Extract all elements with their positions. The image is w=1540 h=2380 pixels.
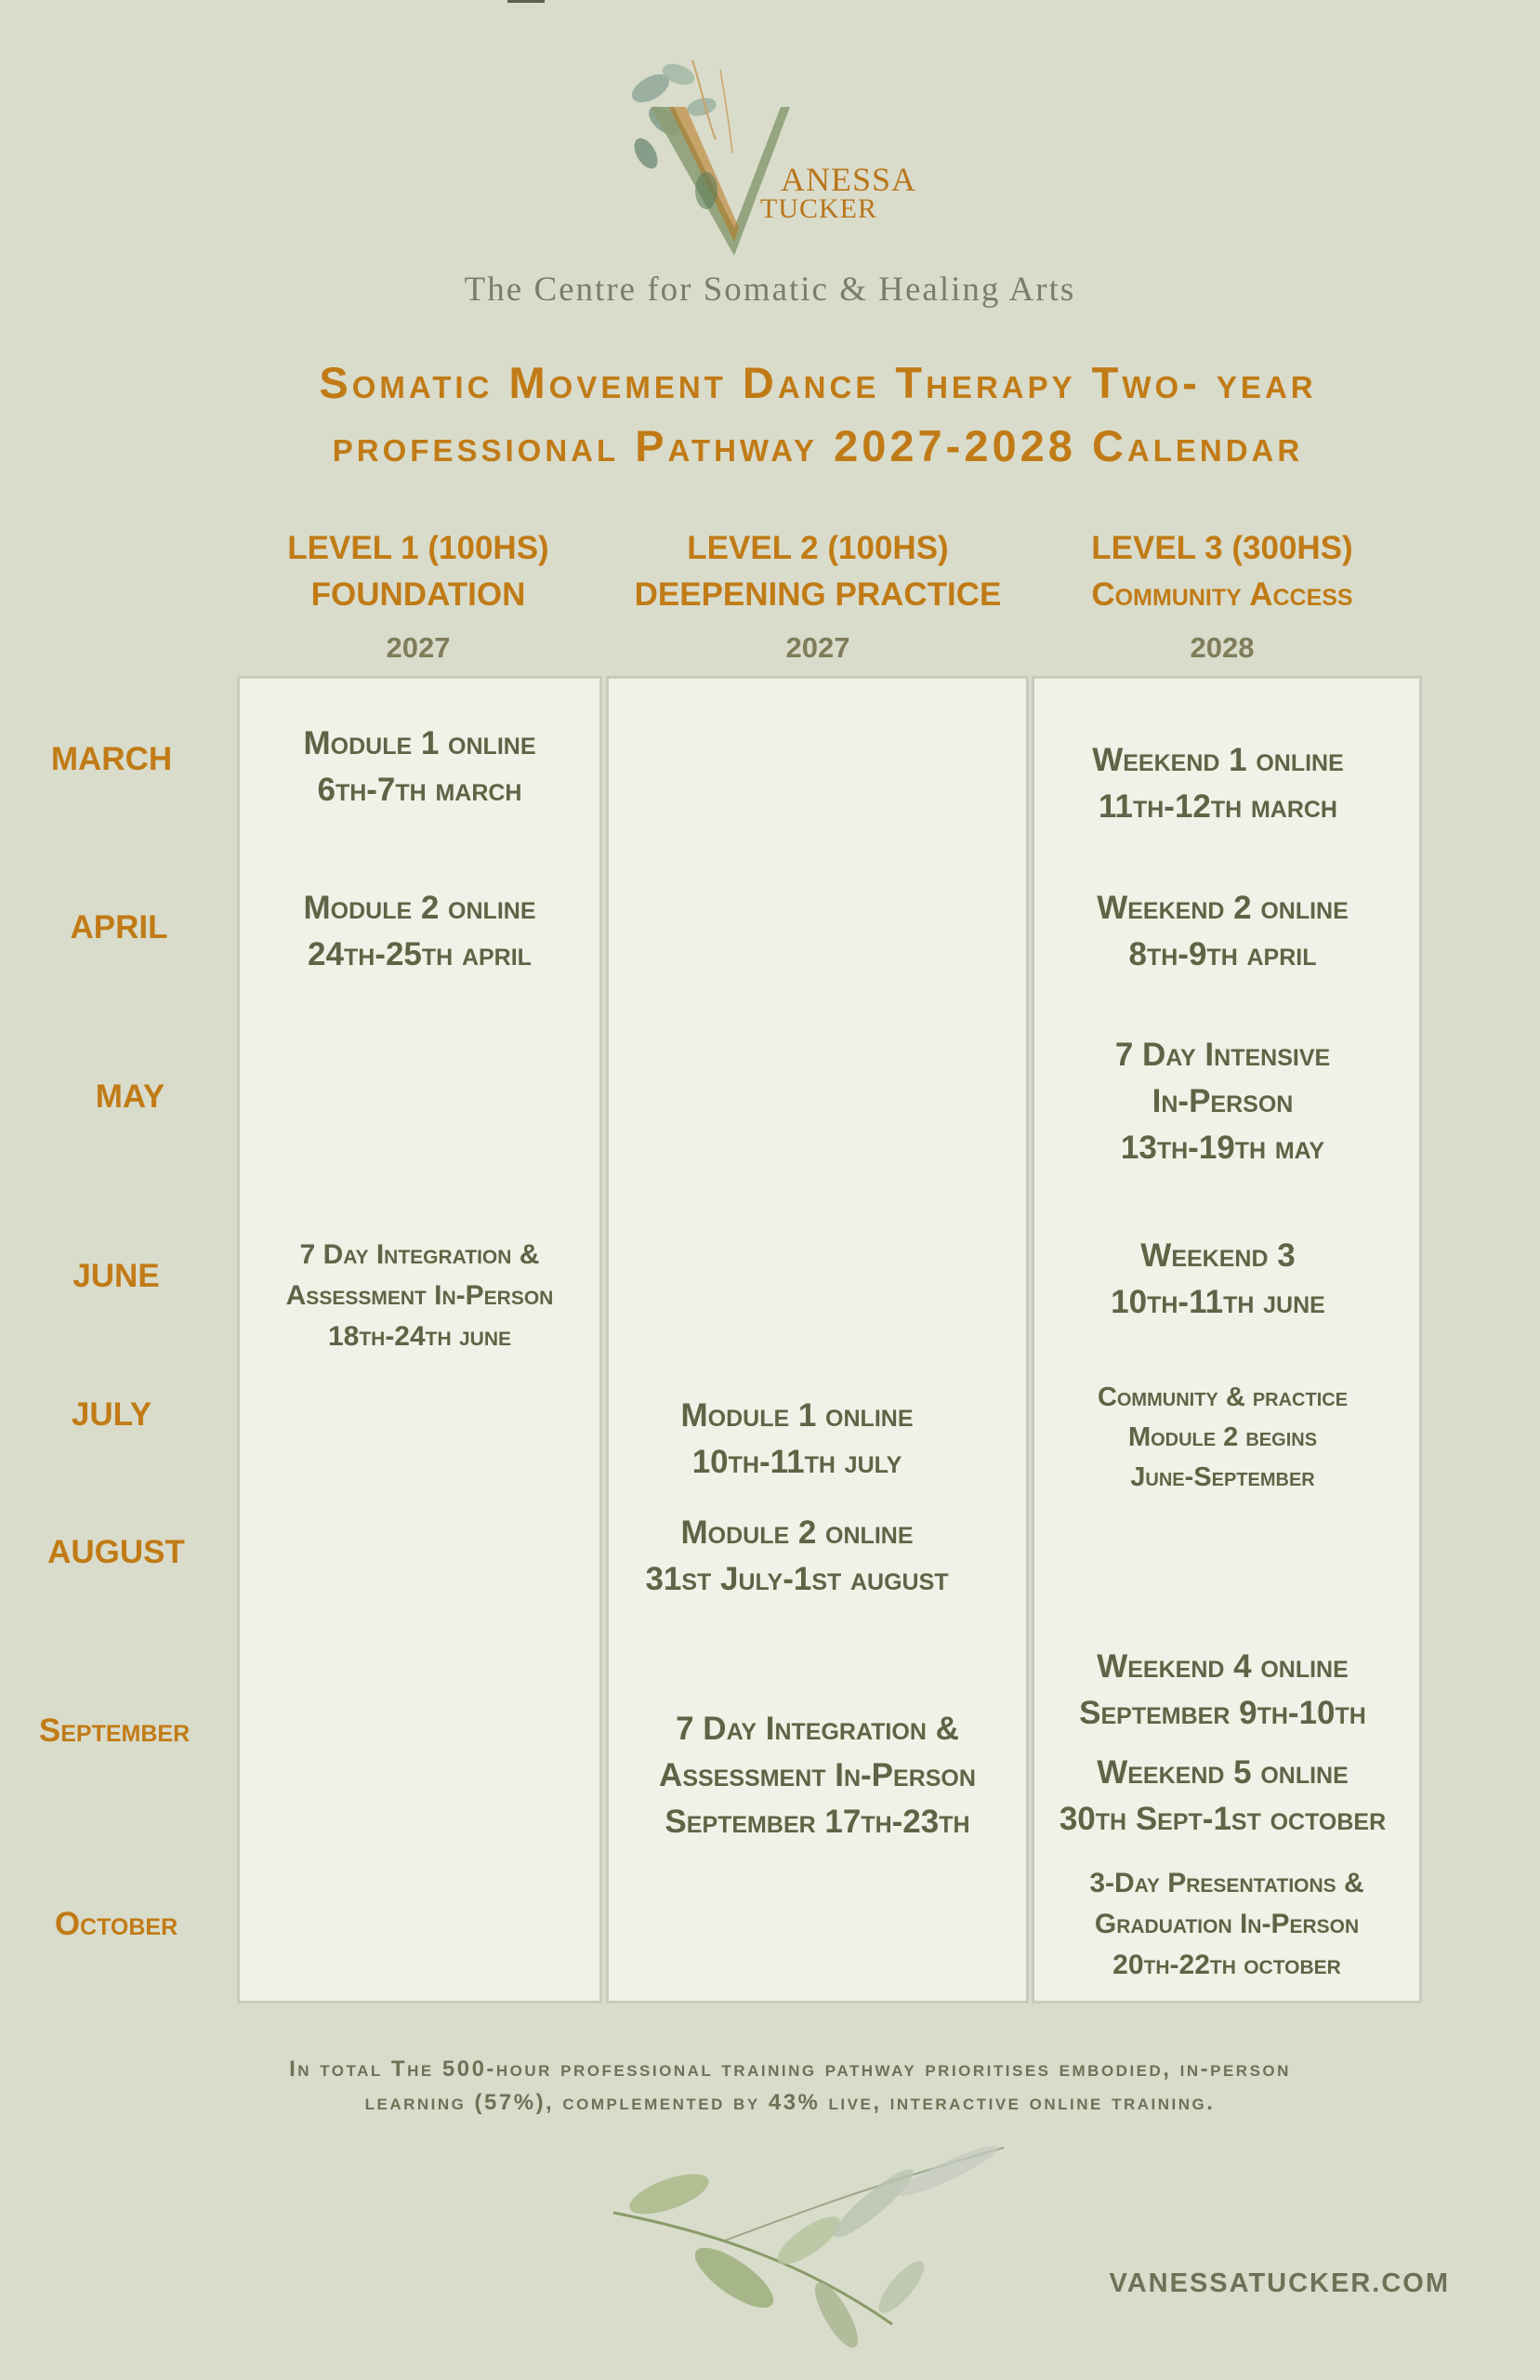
level3-entry: 7 Day Intensive In-Person 13th-19th may — [1114, 1037, 1331, 1166]
level2-label: LEVEL 2 (100HS) — [687, 530, 949, 566]
level2-name: DEEPENING PRACTICE — [634, 576, 1002, 613]
level1-year: 2027 — [386, 631, 451, 664]
level2-entry: Module 1 online 10th-11th july — [680, 1397, 914, 1480]
footer-note — [186, 2053, 1394, 2120]
level3-entry: 3-Day Presentations & Graduation In-Person 20th-22th october — [1089, 1868, 1364, 1980]
logo-text-first: ANESSA — [781, 161, 917, 198]
level3-entry: Community & practice Module 2 begins June-September — [1097, 1382, 1349, 1492]
level2-entry: Module 2 online 31st July-1st august — [645, 1514, 949, 1597]
month-label: JULY — [71, 1396, 152, 1433]
title-line-2: professional Pathway 2027-2028 Calendar — [332, 421, 1304, 470]
level1-entry: Module 1 online 6th-7th march — [303, 725, 536, 808]
level3-entry: Weekend 1 online 11th-12th march — [1092, 742, 1344, 825]
month-label: JUNE — [72, 1258, 160, 1294]
month-label: MAY — [95, 1078, 165, 1115]
level1-entry: 7 Day Integration & Assessment In-Person 18th-24th june — [285, 1239, 554, 1352]
footer-note-line-1: In total The 500-hour professional training pathway prioritises embodied, in-person — [289, 2056, 1291, 2082]
level3-entry: Weekend 3 10th-11th june — [1111, 1237, 1325, 1320]
column-header-level3 — [1036, 525, 1408, 665]
month-label: September — [38, 1712, 191, 1749]
level2-entry: 7 Day Integration & Assessment In-Person September 17th-23th — [659, 1711, 976, 1840]
page-title — [167, 351, 1468, 478]
logo-text-last: TUCKER — [760, 193, 877, 224]
level1-label: LEVEL 1 (100HS) — [287, 530, 549, 566]
month-label: APRIL — [70, 909, 168, 945]
level3-name: Community Access — [1091, 576, 1353, 613]
level3-year: 2028 — [1190, 631, 1255, 664]
month-label: AUGUST — [47, 1534, 185, 1570]
title-line-1: Somatic Movement Dance Therapy Two- year — [319, 358, 1317, 407]
column-header-level1 — [237, 525, 599, 665]
month-label: MARCH — [50, 741, 173, 777]
level3-entry: Weekend 2 online 8th-9th april — [1097, 890, 1349, 972]
website-link[interactable]: VANESSATUCKER.COM — [1109, 2268, 1450, 2298]
top-mark — [507, 0, 545, 3]
level3-entry: Weekend 5 online 30th Sept-1st october — [1059, 1754, 1387, 1837]
eucalyptus-leaves-decoration — [595, 2129, 1041, 2352]
level3-entry: Weekend 4 online September 9th-10th — [1079, 1648, 1366, 1731]
level1-name: FOUNDATION — [310, 576, 526, 613]
level1-entry: Module 2 online 24th-25th april — [303, 890, 536, 972]
level3-label: LEVEL 3 (300HS) — [1091, 530, 1353, 566]
footer-note-line-2: learning (57%), complemented by 43% live, interactive online training. — [364, 2090, 1216, 2115]
level2-year: 2027 — [785, 631, 850, 664]
column-header-level2 — [609, 525, 1027, 665]
tagline: The Centre for Somatic & Healing Arts — [464, 271, 1076, 309]
month-label: October — [54, 1906, 178, 1942]
